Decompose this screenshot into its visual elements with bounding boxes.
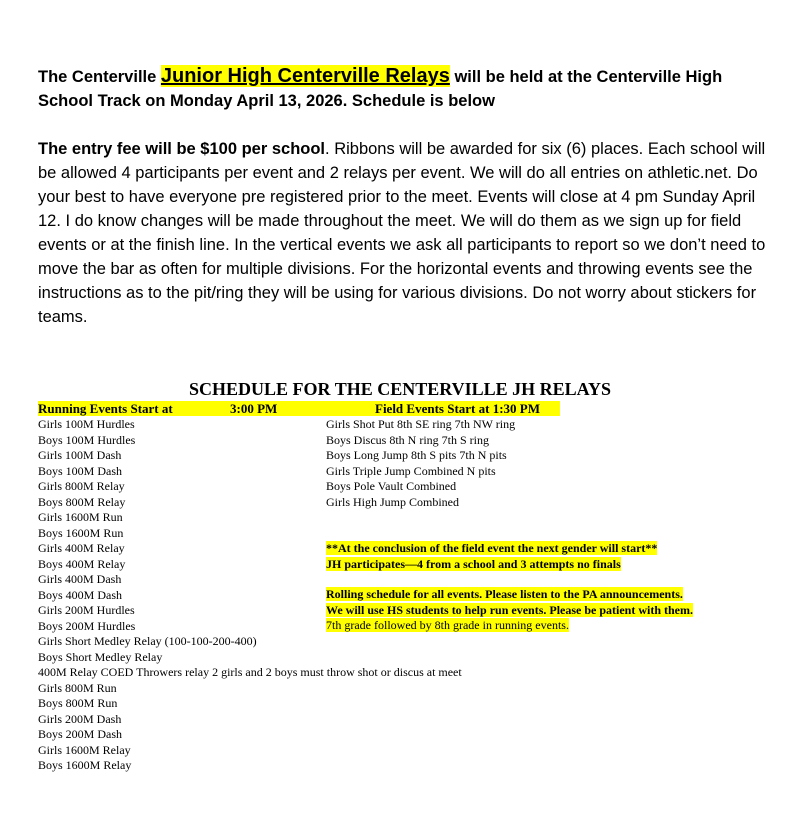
intro-section: [38, 64, 768, 329]
running-event: Girls 400M Relay: [38, 541, 125, 555]
running-event: Boys 100M Dash: [38, 463, 123, 478]
field-note: JH participates—4 from a school and 3 attempts no finals: [326, 556, 621, 571]
schedule-note: Rolling schedule for all events. Please listen to the PA announcements.: [326, 587, 683, 601]
intro-details: . Ribbons will be awarded for six (6) places. Each school will be allowed 4 participants per event and 2 relays per event. We will do all entries on athletic.net. Do your best to have everyone pre registered prior to the meet. Events will close at 4 pm Sunday April 12. I do know changes will be made throughout the meet. We will do them as we sign up for field events or at the finish line. In the vertical events we ask all participants to report so we don’t need to move the bar as often for multiple divisions. For the horizontal events and throwing events see the instructions as to the pit/ring they will be using for various divisions. Do not worry about stickers for teams.: [38, 140, 766, 326]
running-event: Boys 800M Run: [38, 696, 118, 710]
running-event: Boys Short Medley Relay: [38, 649, 163, 664]
intro-paragraph-1: [38, 64, 768, 113]
running-event: Girls 1600M Run: [38, 510, 123, 524]
field-notes: [326, 541, 657, 572]
field-event: Boys Long Jump 8th S pits 7th N pits: [326, 448, 507, 462]
schedule-title: SCHEDULE FOR THE CENTERVILLE JH RELAYS: [189, 379, 611, 399]
running-event: Girls 200M Dash: [38, 711, 122, 726]
running-event: Girls 200M Hurdles: [38, 603, 135, 617]
field-event: Girls Triple Jump Combined N pits: [326, 463, 496, 478]
schedule-note: 7th grade followed by 8th grade in running events.: [326, 618, 569, 632]
intro-prefix: The Centerville: [38, 68, 161, 86]
intro-suffix: will be held at the Centerville High School Track on Monday April 13, 2026. Schedule is below: [38, 68, 723, 110]
field-header: Field Events Start at 1:30 PM: [375, 401, 541, 416]
running-event: Boys 400M Dash: [38, 587, 123, 602]
event-name-highlight: Junior High Centerville Relays: [160, 65, 450, 87]
field-event: Boys Pole Vault Combined: [326, 479, 457, 493]
schedule-header-bar: [38, 401, 560, 416]
field-event: Boys Discus 8th N ring 7th S ring: [326, 432, 490, 447]
intro-paragraph-2: [38, 137, 768, 329]
running-event: Boys 1600M Run: [38, 525, 124, 540]
running-event: Boys 100M Hurdles: [38, 432, 136, 447]
running-event: Girls Short Medley Relay (100-100-200-400): [38, 634, 257, 648]
running-event: Girls 100M Hurdles: [38, 417, 135, 431]
running-event: Girls 800M Run: [38, 680, 117, 695]
running-event: Girls 400M Dash: [38, 572, 122, 586]
running-event: Girls 800M Relay: [38, 479, 125, 493]
schedule-note: We will use HS students to help run events. Please be patient with them.: [326, 602, 694, 617]
running-event: Girls 1600M Relay: [38, 742, 131, 757]
running-event: Boys 400M Relay: [38, 556, 126, 571]
running-header: Running Events Start at: [38, 401, 173, 416]
schedule-notes: [326, 587, 693, 634]
field-note: **At the conclusion of the field event the next gender will start**: [326, 541, 658, 555]
running-event: Girls 100M Dash: [38, 448, 122, 462]
running-event: Boys 1600M Relay: [38, 758, 132, 772]
field-event: Girls High Jump Combined: [326, 494, 460, 509]
running-event: Boys 800M Relay: [38, 494, 126, 509]
entry-fee-text: The entry fee will be $100 per school: [38, 140, 326, 158]
field-events-list: [326, 417, 515, 510]
running-event: 400M Relay COED Throwers relay 2 girls and 2 boys must throw shot or discus at meet: [38, 665, 462, 679]
field-event: Girls Shot Put 8th SE ring 7th NW ring: [326, 417, 516, 431]
running-event: Boys 200M Dash: [38, 727, 123, 741]
running-start-time: 3:00 PM: [230, 401, 278, 416]
running-event: Boys 200M Hurdles: [38, 618, 136, 633]
